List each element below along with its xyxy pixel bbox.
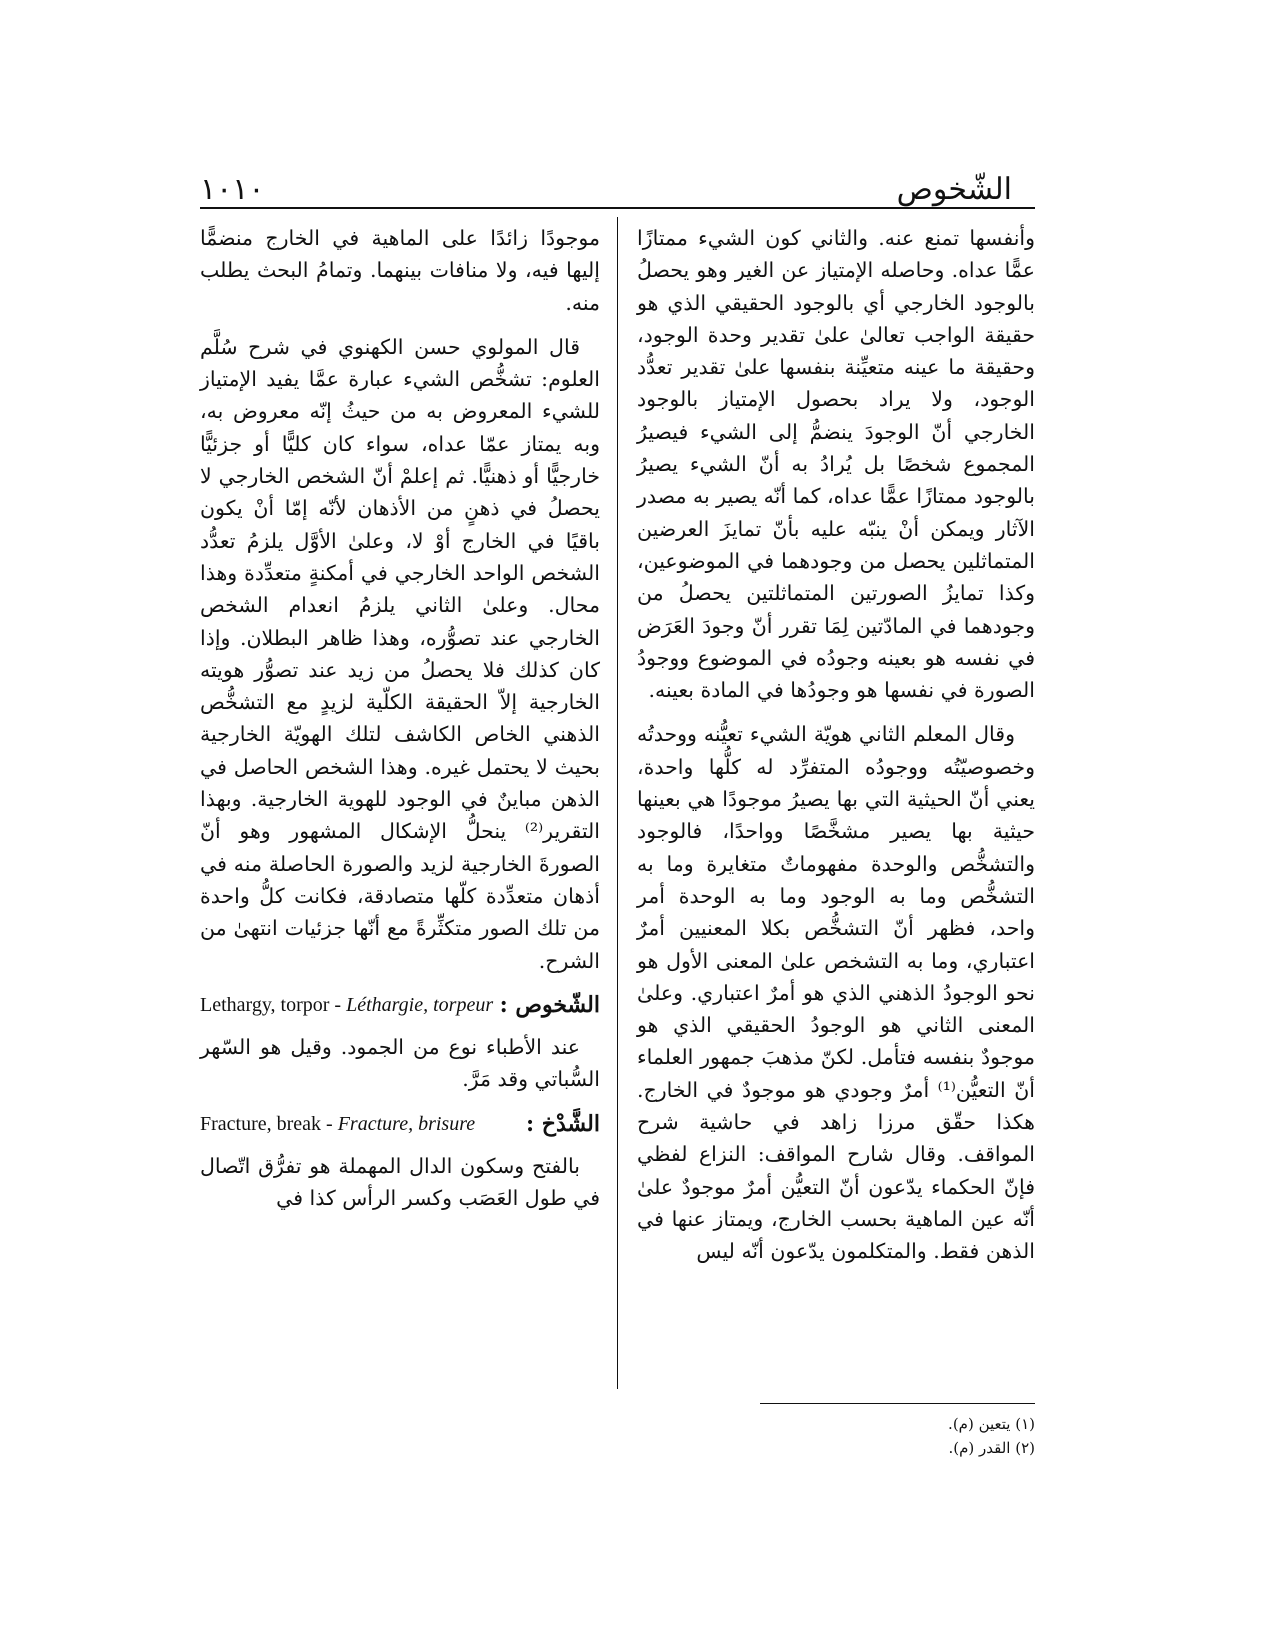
dictionary-entry [200,989,600,1021]
dictionary-entry [200,1108,600,1140]
page-number: ١٠١٠ [200,172,265,207]
entry-term: الشَّدْخ : [526,1110,600,1137]
gloss-french: Fracture, brisure [337,1112,476,1135]
entry-definition: عند الأطباء نوع من الجمود. وقيل هو السّهر السُّباتي وقد مَرَّ. [200,1035,600,1092]
header-rule [200,207,1035,209]
paragraph: وأنفسها تمنع عنه. والثاني كون الشيء ممتازًا عمًّا عداه. وحاصله الإمتياز عن الغير وهو يحصلُ بالوجود الخارجي أي بالوجود الحقيقي الذي هو حقيقة الواجب تعالىٰ علىٰ تقدير وحدة الوجود، وحقيقة ما عينه متعيِّنة بنفسها علىٰ تقدير تعدُّد الوجود، ولا يراد بحصول الإمتياز بالوجود الخارجي أنّ الوجودَ ينضمُّ إلى الشيء فيصيرُ المجموع شخصًا بل يُرادُ به أنّ الشيء يصيرُ بالوجود ممتازًا عمًّا عداه، كما أنّه يصير به مصدر الآثار ويمكن أنْ ينبّه عليه بأنّ تمايزَ العرضين المتماثلين يحصل من وجودهما في الموضوعين، وكذا تمايزُ الصورتين المتماثلتين يحصلُ من وجودهما في المادّتين لِمَا تقرر أنّ وجودَ العَرَض في نفسه هو بعينه وجودُه في الموضوع ووجودُ الصورة في نفسها هو وجودُها في المادة بعينه. [637,226,1035,703]
footnote: (٢) القدر (م). [948,1439,1035,1457]
running-head-word: الشّخوص [896,172,1012,207]
paragraph: قال المولوي حسن الكهنوي في شرح سُلَّم العلوم: تشخُّص الشيء عبارة عمَّا يفيد الإمتياز للشيء المعروض به من حيثُ إنّه معروض به، وبه يمتاز عمّا عداه، سواء كان كليًّا أو جزئيًّا خارجيًّا أو ذهنيًّا. ثم إعلمْ أنّ الشخص الخارجي لا يحصلُ في ذهنٍ من الأذهان لأنّه إمّا أنْ يكون باقيًا في الخارج أوْ لا، وعلىٰ الأوَّل يلزمُ تعدُّد الشخص الواحد الخارجي في أمكنةٍ متعدِّدة وهذا محال. وعلىٰ الثاني يلزمُ انعدام الشخص الخارجي عند تصوُّره، وهذا ظاهر البطلان. وإذا كان كذلك فلا يحصلُ من زيد عند تصوُّر هويته الخارجية إلاّ الحقيقة الكلّية لزيدٍ مع التشخُّص الذهني الخاص الكاشف لتلك الهويّة الخارجية بحيث لا يحتمل غيره. وهذا الشخص الحاصل في الذهن مباينٌ في الوجود للهوية الخارجية. وبهذا التقرير⁽²⁾ ينحلُّ الإشكال المشهور وهو أنّ الصورةَ الخارجية لزيد والصورة الحاصلة منه في أذهان متعدِّدة كلّها متصادقة، فكانت كلُّ واحدة من تلك الصور متكثِّرةً مع أنّها جزئيات انتهىٰ من الشرح. [200,334,600,973]
footnotes [948,1412,1035,1460]
footnote-rule [760,1403,1035,1404]
left-column [200,222,600,1227]
footnote: (١) يتعين (م). [948,1415,1035,1433]
gloss-french: Léthargie, torpeur [346,993,494,1016]
gloss-english: Fracture, break - [200,1112,338,1135]
entry-term: الشّخوص : [499,991,600,1018]
gloss-english: Lethargy, torpor - [200,993,347,1016]
column-divider [617,217,618,1389]
paragraph: موجودًا زائدًا على الماهية في الخارج منضمًّا إليها فيه، ولا منافات بينهما. وتمامُ البحث يطلب منه. [200,226,600,315]
right-column [637,222,1035,1280]
paragraph: وقال المعلم الثاني هويّة الشيء تعيُّنه ووحدتُه وخصوصيّتُه ووجودُه المتفرِّد له كلُّها واحدة، يعني أنّ الحيثية التي بها يصيرُ موجودًا هي بعينها حيثية بها يصير مشخَّصًا وواحدًا، فالوجود والتشخُّص والوحدة مفهوماتٌ متغايرة وما به التشخُّص وما به الوجود وما به الوحدة أمر واحد، فظهر أنّ التشخُّص بكلا المعنيين أمرٌ اعتباري، وما به التشخص علىٰ المعنى الأول هو نحو الوجودُ الذهني الذي هو أمرٌ اعتباري. وعلىٰ المعنى الثاني هو الوجودُ الحقيقي الذي هو موجودٌ بنفسه فتأمل. لكنّ مذهبَ جمهور العلماء أنّ التعيُّن⁽¹⁾ أمرٌ وجودي هو موجودٌ في الخارج. هكذا حقّق مرزا زاهد في حاشية شرح المواقف. وقال شارح المواقف: النزاع لفظي فإنّ الحكماء يدّعون أنّ التعيُّن أمرٌ موجودٌ علىٰ أنّه عين الماهية بحسب الخارج، ويمتاز عنها في الذهن فقط. والمتكلمون يدّعون أنّه ليس [637,722,1035,1264]
entry-definition: بالفتح وسكون الدال المهملة هو تفرُّق اتّصال في طول العَصَب وكسر الرأس كذا في [200,1154,600,1211]
